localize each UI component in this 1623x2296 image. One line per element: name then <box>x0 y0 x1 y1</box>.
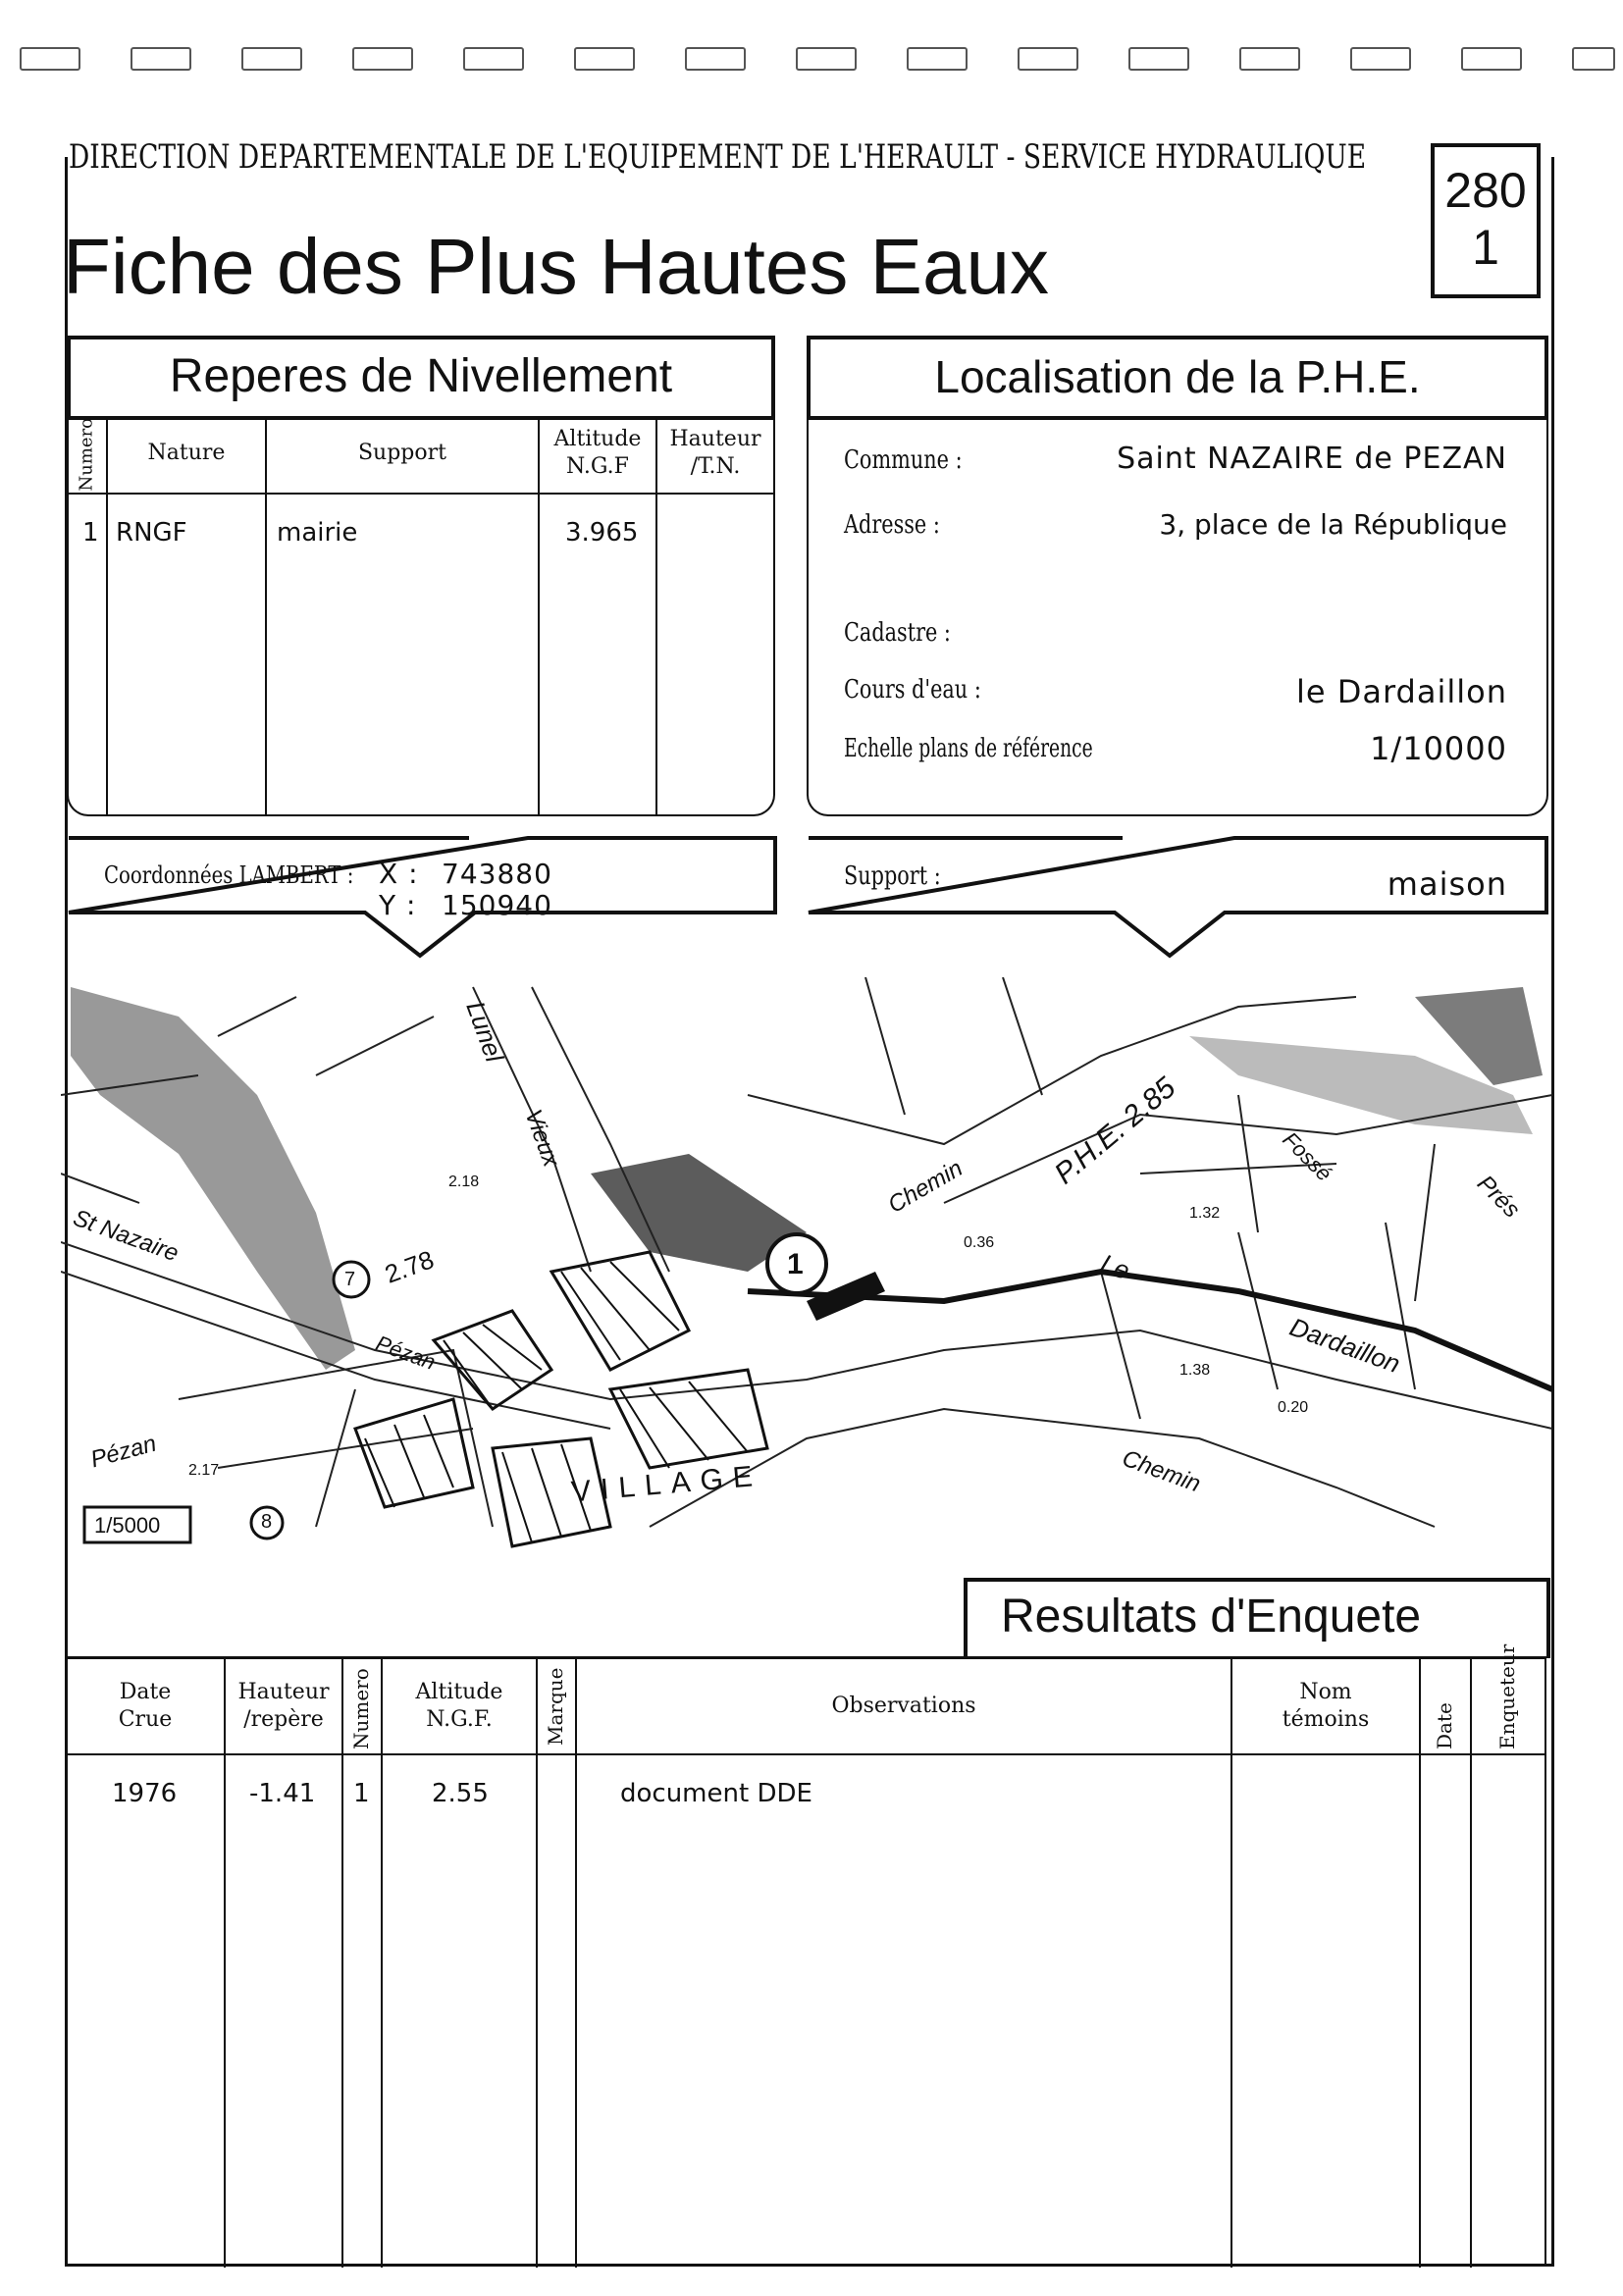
row-date-crue: 1976 <box>112 1779 178 1808</box>
support-label: Support : <box>844 861 941 891</box>
cours-eau-label: Cours d'eau : <box>844 675 981 704</box>
row-altitude: 3.965 <box>565 518 639 548</box>
row-numero: 1 <box>82 518 99 548</box>
resultats-title-box <box>964 1578 1550 1658</box>
col-altitude: Altitude N.G.F <box>553 427 642 479</box>
map-label-lunel: Lunel <box>460 997 510 1067</box>
adresse-label: Adresse : <box>844 510 940 540</box>
localisation-title-box <box>807 336 1548 420</box>
row-nature: RNGF <box>116 518 187 548</box>
reference-box <box>1431 143 1541 298</box>
resultats-table <box>67 1644 1546 2265</box>
spot-height: 2.18 <box>448 1174 480 1190</box>
col-observations: Observations <box>831 1694 976 1718</box>
spot-height: 0.20 <box>1278 1399 1309 1416</box>
row-numero: 1 <box>353 1779 370 1808</box>
col-date: Date <box>1433 1702 1456 1749</box>
col-numero: Numero <box>349 1668 373 1749</box>
col-hauteur-repere: Hauteur /repère <box>237 1680 330 1732</box>
spot-height: 1.32 <box>1189 1205 1221 1222</box>
coordinates-arrow-box <box>63 832 783 965</box>
coordinates-label: Coordonnées LAMBERT : <box>104 861 354 889</box>
map-label-le: Le <box>1096 1247 1134 1286</box>
col-nature: Nature <box>147 441 226 465</box>
col-enqueteur: Enqueteur <box>1495 1644 1519 1749</box>
spot-height: 1.38 <box>1179 1362 1211 1379</box>
coord-x-value: 743880 <box>442 858 552 890</box>
cadastre-label: Cadastre : <box>844 618 951 648</box>
coord-y-label: Y : <box>379 889 417 921</box>
spot-height: 0.36 <box>964 1234 995 1251</box>
spot-height: 2.17 <box>188 1462 220 1479</box>
echelle-value: 1/10000 <box>1370 730 1507 767</box>
map-label-chemin: Chemin <box>883 1155 968 1219</box>
reperes-title: Reperes de Nivellement <box>169 350 673 402</box>
map-drawing <box>61 977 1552 1564</box>
map-label-pres: Prés <box>1472 1170 1526 1224</box>
col-numero: Numero <box>76 417 97 492</box>
map-label-pezan-1: Pézan <box>372 1331 439 1375</box>
coord-x-label: X : <box>379 858 419 890</box>
marker-8: 8 <box>261 1511 273 1533</box>
reperes-title-box <box>67 336 775 420</box>
col-support: Support <box>357 441 446 465</box>
marker-1: 1 <box>787 1248 804 1280</box>
commune-value: Saint NAZAIRE de PEZAN <box>1117 442 1507 476</box>
cours-eau-value: le Dardaillon <box>1295 673 1507 710</box>
localisation-title: Localisation de la P.H.E. <box>934 351 1421 402</box>
cadastral-map <box>61 977 1552 1564</box>
resultats-title: Resultats d'Enquete <box>1001 1591 1422 1643</box>
row-altitude: 2.55 <box>432 1779 489 1808</box>
col-hauteur: Hauteur /T.N. <box>669 427 761 479</box>
map-label-vieux: Vieux <box>519 1106 565 1171</box>
col-nom-temoins: Nom témoins <box>1282 1680 1370 1732</box>
page-title: Fiche des Plus Hautes Eaux <box>63 223 1049 310</box>
map-scale: 1/5000 <box>94 1513 161 1538</box>
map-label-village: VILLAGE <box>569 1459 764 1509</box>
map-label-chemin-2: Chemin <box>1119 1444 1204 1498</box>
row-observations: document DDE <box>620 1779 812 1808</box>
col-altitude-ngf: Altitude N.G.F. <box>415 1680 503 1732</box>
adresse-value: 3, place de la République <box>1159 508 1507 541</box>
map-label-phe: P.H.E. 2.85 <box>1048 1070 1182 1191</box>
reference-number: 280 <box>1444 163 1527 218</box>
map-label-dardaillon: Dardaillon <box>1285 1311 1404 1380</box>
coord-y-value: 150940 <box>442 889 552 921</box>
col-marque: Marque <box>544 1667 567 1746</box>
marker-7: 7 <box>344 1269 356 1290</box>
map-label-pezan-2: Pézan <box>87 1430 160 1474</box>
spot-height: 2.78 <box>381 1244 439 1289</box>
map-label-st-nazaire: St Nazaire <box>69 1204 183 1268</box>
map-label-fosse: Fossé <box>1278 1126 1337 1186</box>
reference-sub-number: 1 <box>1472 220 1499 275</box>
reperes-table <box>67 417 775 816</box>
commune-label: Commune : <box>844 445 963 475</box>
agency-header: DIRECTION DEPARTEMENTALE DE L'EQUIPEMENT DE L'HERAULT - SERVICE HYDRAULIQUE <box>69 137 1367 177</box>
row-hauteur: -1.41 <box>249 1779 316 1808</box>
col-date-crue: Date Crue <box>118 1680 173 1732</box>
support-value: maison <box>1387 865 1507 903</box>
echelle-label: Echelle plans de référence <box>844 734 1093 763</box>
row-support: mairie <box>277 518 358 548</box>
